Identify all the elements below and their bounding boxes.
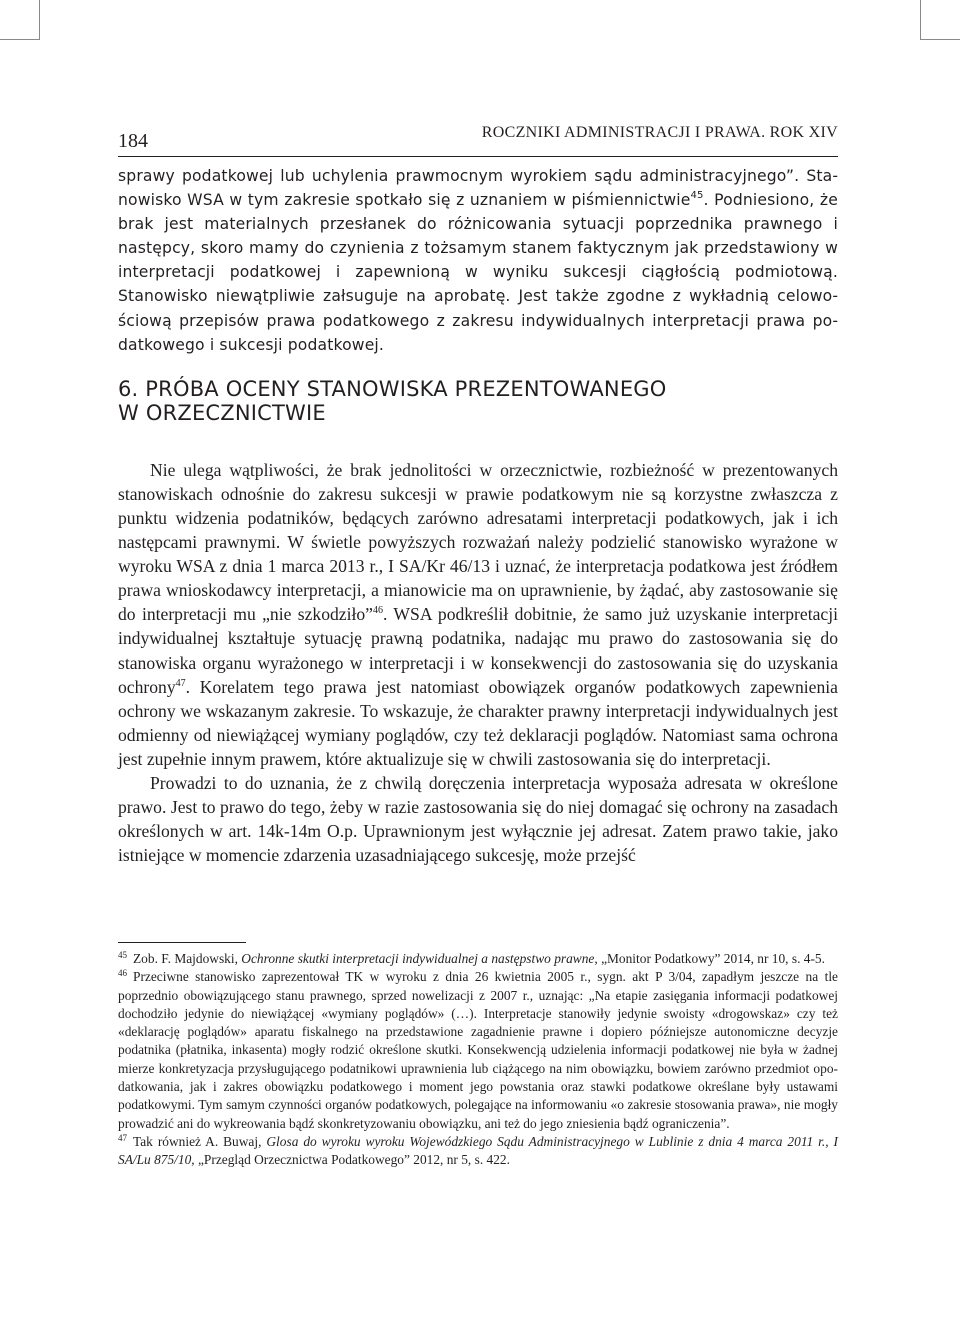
crop-mark-left-top: [0, 39, 40, 40]
section-heading-line-2: W ORZECZNICTWIE: [118, 401, 326, 426]
footnote-ref-46[interactable]: 46: [373, 605, 383, 617]
crop-mark-top-left: [39, 0, 40, 40]
footnote-separator: [118, 942, 246, 943]
crop-mark-right-top: [920, 39, 960, 40]
section-heading: [118, 377, 838, 426]
footnote-47: $^{47}$ Tak również A. Buwaj, Glosa do wyroku wyroku Wojewódzkiego Sądu Administracyjnego w Lublinie z dnia 4 marca 2011 r., I SA/Lu 875/10, „Przegląd Orzecznictwa Podatkowego” 2012, nr 5, s. 422.: [118, 1132, 838, 1168]
page-body: [118, 164, 838, 867]
footnote-46: $^{46}$ Przeciwne stanowisko zaprezentował TK w wyroku z dnia 26 kwietnia 2005 r., sygn. akt P 3/04, zapadłym jeszcze na tle poprzednio obowiązującego stanu prawnego, sprzed nowelizacji z 2007 r., uznając: „Na etapie zasięgania informacji podatkowej dochodziło jedynie do niewiążącej «wymiany poglądów» (…). Interpretacje stanowiły jedynie swoisty «drogowskaz» czy też «deklarację poglądów» aparatu fiskalnego na przedstawione zagadnienie prawne i dopiero późniejsze autonomiczne decyzje podatnika (płatnika, inkasenta) mogły rodzić określone skutki. Konsekwencją udzielenia informacji podatkowej nie była w żadnej mierze konkretyzacja przysługującego podatnikowi uprawnienia lub ciążącego na nim obowiązku, bowiem zarówno przedmiot opodatkowania, jak i zakres obowiązku podatkowego i moment jego powstania oraz stawki podatkowe określane były ustawami podatkowymi. Tym samym czynności organów podatkowych, polegające na informowaniu «o zakresie stosowania prawa», nie mogły prowadzić ani do wykreowania bądź skonkretyzowaniu obowiązku, ani też do jego zniesienia bądź ograniczenia”.: [118, 968, 838, 1131]
footnote-ref-45[interactable]: 45: [690, 190, 704, 202]
footnotes: [118, 950, 838, 1170]
running-head: ROCZNIKI ADMINISTRACJI I PRAWA. ROK XIV: [481, 124, 838, 141]
footnote-45: $^{45}$ Zob. F. Majdowski, Ochronne skutki interpretacji indywidualnej a następstwo prawne, „Monitor Podatkowy” 2014, nr 10, s. 4-5.: [118, 950, 825, 966]
section-heading-line-1: 6. PRÓBA OCENY STANOWISKA PREZENTOWANEGO: [118, 376, 667, 401]
paragraph-3: Prowadzi to do uznania, że z chwilą doręczenia interpretacja wyposaża adresata w określone prawo. Jest to prawo do tego, żeby w razie zastosowania się do niej domagać się ochrony na zasadach określonych w art. 14k-14m O.p. Uprawnionym jest wyłącznie jej adresat. Zatem prawo takie, jako istniejące w momencie zdarzenia uzasadniającego sukcesję, może przejść: [118, 772, 838, 866]
paragraph-1: sprawy podatkowej lub uchylenia prawmocnym wyrokiem sądu administracyjnego”. Stanowisko WSA w tym zakresie spotkało się z uznaniem w piśmiennictwie$^{45}$. Podniesiono, że brak jest materialnych przesłanek do różnicowania sytuacji poprzednika prawnego i następcy, skoro mamy do czynienia z tożsamym stanem faktycznym jak przedstawiony w interpretacji podatkowej i zapewnioną w wyniku sukcesji ciągłością podmiotową. Stanowisko niewątpliwie załsuguje na aprobatę. Jest także zgodne z wykładnią celowościową przepisów prawa podatkowego z zakresu indywidualnych interpretacji prawa podatkowego i sukcesji podatkowej.: [118, 167, 838, 354]
crop-mark-top-right: [920, 0, 921, 40]
paragraph-2: Nie ulega wątpliwości, że brak jednolitości w orzecznictwie, rozbieżność w prezentowanych stanowiskach odnośnie do zakresu sukcesji w prawie podatkowym nie są korzystne zwłaszcza z punktu widzenia podatników, będących zarówno adresatami interpretacji podatkowych, jak i ich następcami prawnymi. W świetle powyższych rozważań należy podzielić stanowisko wyrażone w wyroku WSA z dnia 1 marca 2013 r., I SA/Kr 46/13 i uznać, że interpretacja podatkowa jest źródłem prawa wnioskodawcy interpretacji, a mianowicie ma on uprawnienie, by żądać, aby zastosowanie się do interpretacji mu „nie szkodziło”$^{46}$. WSA podkreślił dobitnie, że samo już uzyskanie interpretacji indywidualnej kształtuje sytuację prawną podatnika, nadając mu prawo do zastosowania się do stanowiska organu wyrażonego w interpretacji i w konsekwencji do zastosowania się do uzyskania ochrony$^{47}$. Korelatem tego prawa jest natomiast obowiązek organów podatkowych zapewnienia ochrony we wskazanym zakresie. To wskazuje, że charakter prawny interpretacji indywidualnych jest odmienny od niewiążącej wymiany poglądów, czy też deklaracji poglądów. Natomiast sama ochrona jest zupełnie innym prawem, które aktualizuje się w chwili zastosowania się do interpretacji.: [118, 459, 838, 769]
page-header: [118, 122, 838, 157]
footnote-ref-47[interactable]: 47: [175, 677, 186, 689]
page-number: 184: [118, 130, 148, 152]
